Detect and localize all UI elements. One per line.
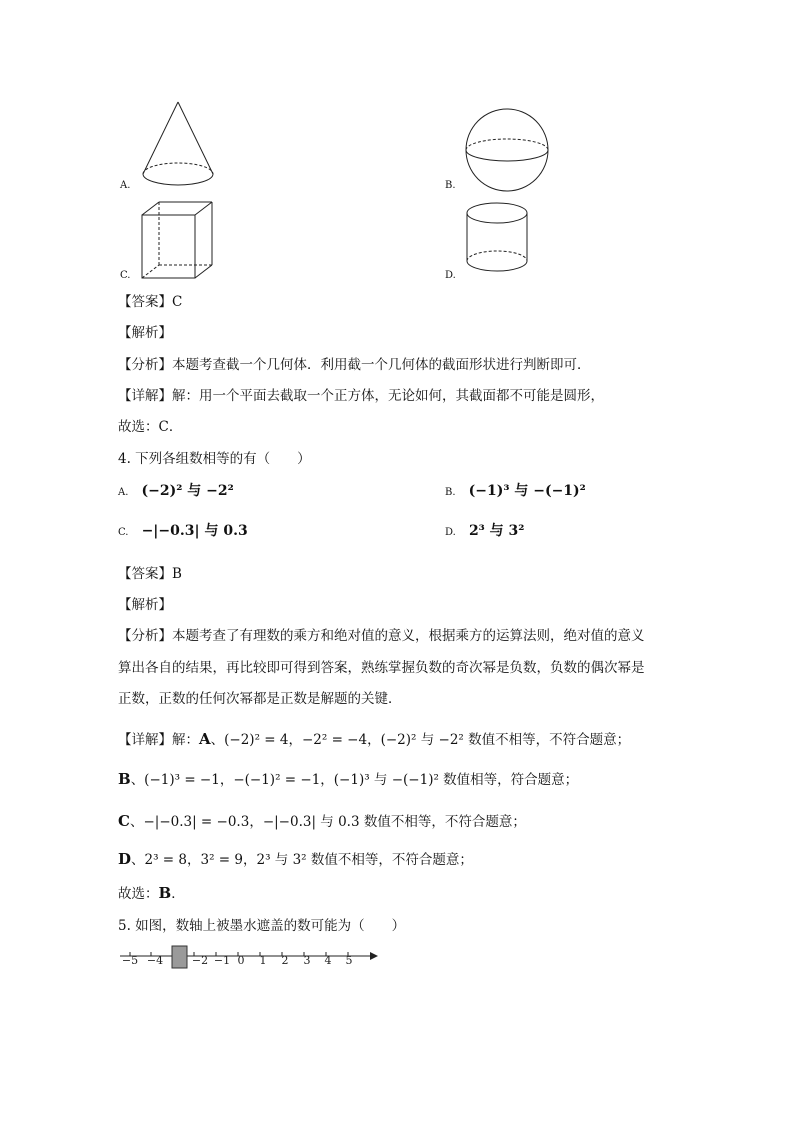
q4-option-b-label: B.	[445, 487, 456, 498]
q3-analysis-head: 【解析】	[118, 325, 172, 341]
q4-detail-d-letter: D	[118, 850, 132, 868]
q4-choice-letter: B	[158, 884, 172, 902]
q4-detail-b-letter: B	[118, 770, 131, 788]
q4-option-c-label: C.	[118, 527, 129, 538]
q4-question: 4. 下列各组数相等的有（ ）	[118, 451, 311, 467]
q4-detail-a	[118, 728, 630, 748]
q4-option-c-expr: −|−0.3| 与 0.3	[141, 523, 248, 539]
q4-detail-prefix: 【详解】解：	[118, 732, 199, 748]
q4-option-b-expr: (−1)³ 与 −(−1)²	[468, 483, 586, 499]
q4-analysis-line3: 正数，正数的任何次幂都是正数是解题的关键．	[118, 691, 402, 707]
q3-answer: 【答案】C	[118, 294, 183, 310]
option-a-label: A.	[120, 180, 131, 191]
q4-analysis-head: 【解析】	[118, 597, 172, 613]
q3-choice: 故选：C．	[118, 419, 183, 435]
axis-label-minus4: −4	[146, 953, 164, 967]
number-line	[118, 940, 388, 980]
q3-analysis: 【分析】本题考查截一个几何体．利用截一个几何体的截面形状进行判断即可．	[118, 357, 591, 373]
axis-label-minus1: −1	[213, 953, 231, 967]
option-c-label: C.	[120, 270, 131, 281]
q4-option-d	[445, 520, 524, 540]
cylinder-figure	[462, 198, 552, 288]
q4-option-a-label: A.	[118, 487, 129, 498]
q4-option-d-label: D.	[445, 527, 456, 538]
axis-label-1: 1	[259, 953, 267, 967]
option-b-label: B.	[445, 180, 456, 191]
q4-option-a-expr: (−2)² 与 −2²	[141, 483, 234, 499]
q4-detail-c	[118, 810, 526, 830]
q4-detail-d-text: 、2³ = 8，3² = 9，2³ 与 3² 数值不相等，不符合题意；	[131, 852, 473, 868]
q4-choice	[118, 882, 185, 902]
option-d-label: D.	[445, 270, 456, 281]
q4-detail-a-text: 、(−2)² = 4，−2² = −4，(−2)² 与 −2² 数值不相等，不符合题意；	[210, 732, 631, 748]
cube-figure	[140, 198, 230, 288]
axis-label-5: 5	[345, 953, 353, 967]
axis-label-0: 0	[237, 953, 245, 967]
q4-option-a	[118, 480, 234, 500]
ink-blot	[172, 946, 187, 968]
q4-detail-b-text: 、(−1)³ = −1，−(−1)² = −1，(−1)³ 与 −(−1)² 数值相等，符合题意；	[130, 772, 579, 788]
q4-option-d-expr: 2³ 与 3²	[468, 523, 525, 539]
axis-label-3: 3	[303, 953, 311, 967]
sphere-figure	[462, 110, 562, 210]
axis-label-minus5: −5	[121, 953, 139, 967]
q4-detail-a-letter: A	[199, 730, 211, 748]
q4-option-c	[118, 520, 248, 540]
q4-choice-suffix: ．	[171, 886, 185, 902]
q4-analysis-line2: 算出各自的结果，再比较即可得到答案，熟练掌握负数的奇次幂是负数，负数的偶次幂是	[118, 660, 645, 676]
q4-detail-b	[118, 768, 578, 788]
cone-figure	[135, 100, 255, 200]
q5-question: 5. 如图，数轴上被墨水遮盖的数可能为（ ）	[118, 918, 406, 934]
q4-detail-c-text: 、−|−0.3| = −0.3，−|−0.3| 与 0.3 数值不相等，不符合题意；	[129, 814, 526, 830]
q3-detail: 【详解】解：用一个平面去截取一个正方体，无论如何，其截面都不可能是圆形，	[118, 388, 604, 404]
q4-answer: 【答案】B	[118, 566, 182, 582]
axis-label-2: 2	[281, 953, 289, 967]
q4-analysis-line1: 【分析】本题考查了有理数的乘方和绝对值的意义，根据乘方的运算法则，绝对值的意义	[118, 628, 645, 644]
axis-label-4: 4	[324, 953, 332, 967]
q4-choice-prefix: 故选：	[118, 886, 159, 902]
axis-label-minus2: −2	[191, 953, 209, 967]
q4-option-b	[445, 480, 586, 500]
q4-detail-c-letter: C	[118, 812, 130, 830]
q4-detail-d	[118, 848, 473, 868]
